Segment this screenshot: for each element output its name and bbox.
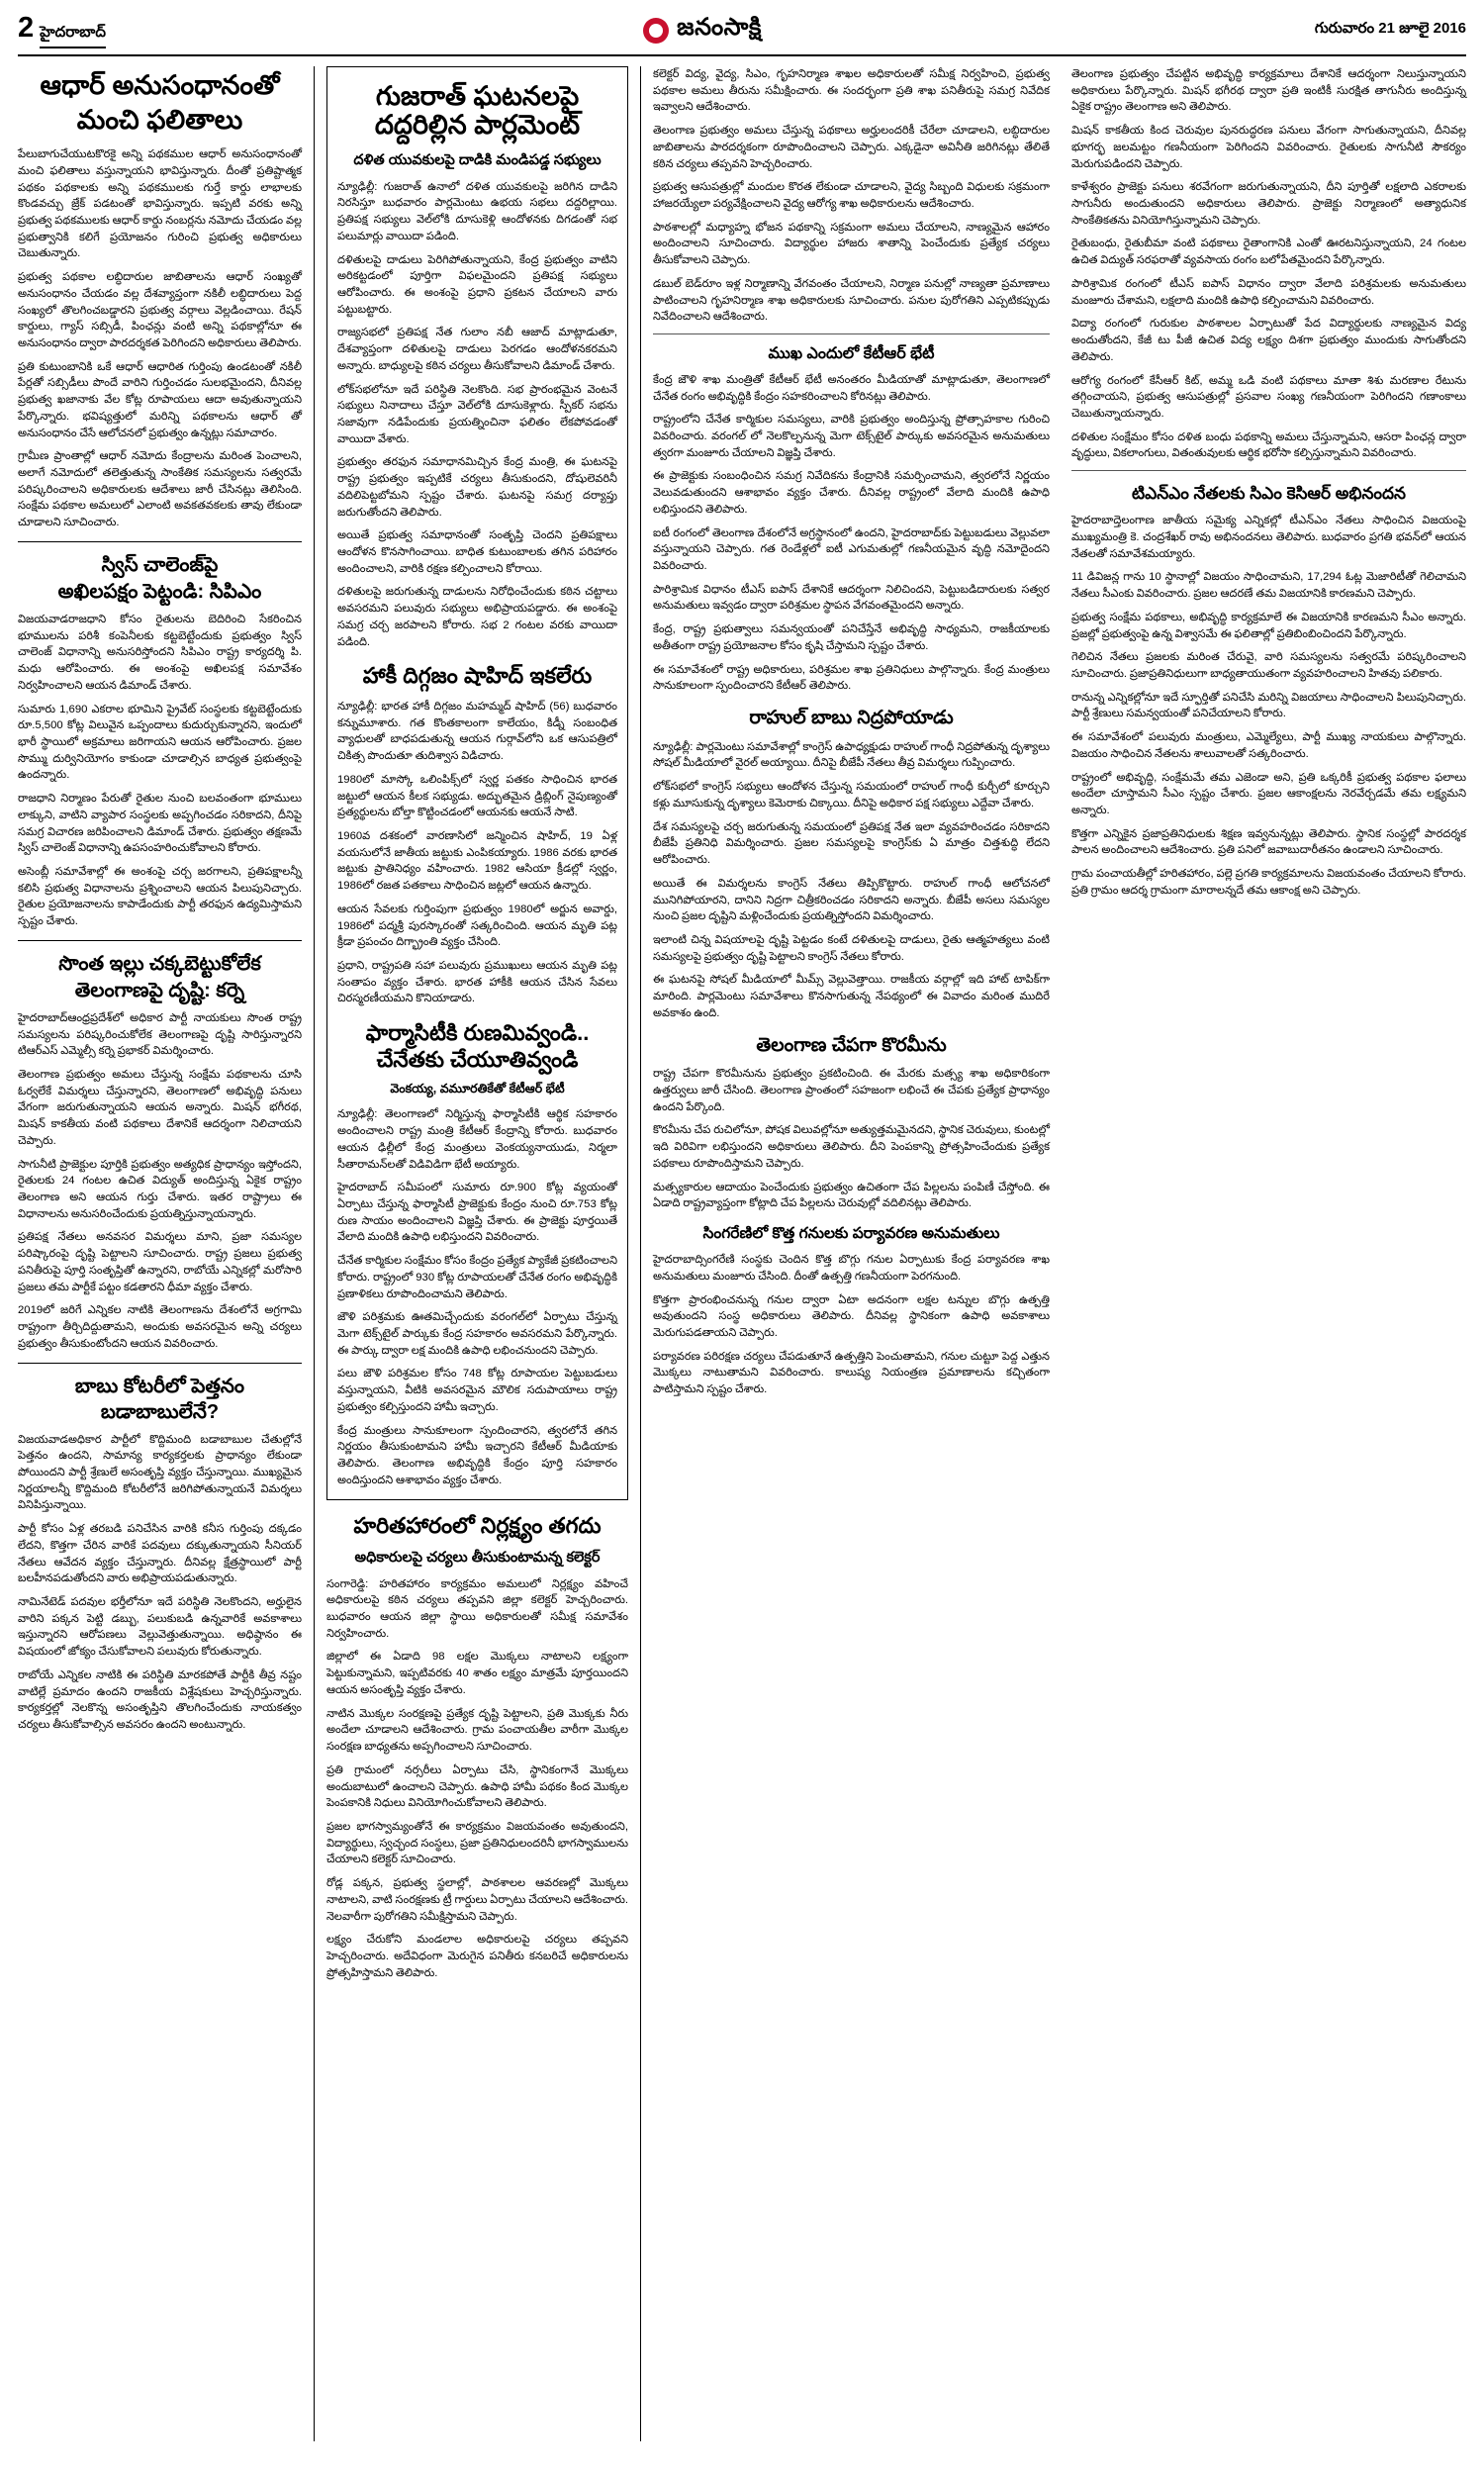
column-3 bbox=[641, 66, 1466, 2441]
paragraph: దళితులపై దాడులు పెరిగిపోతున్నాయని, కేంద్ర ప్రభుత్వం వాటిని అరికట్టడంలో పూర్తిగా విఫలమైందని ప్రతిపక్ష సభ్యులు ఆరోపించారు. ఈ అంశంపై ప్రధాని ప్రకటన చేయాలని వారు పట్టుబట్టారు. bbox=[337, 253, 617, 316]
paragraph: ఈ సమావేశంలో పలువురు మంత్రులు, ఎమ్మెల్యేలు, పార్టీ ముఖ్య నాయకులు పాల్గొన్నారు. విజయం సాధించిన నేతలను శాలువాలతో సత్కరించారు. bbox=[1071, 731, 1466, 760]
paragraph: తెలంగాణ ప్రభుత్వం అమలు చేస్తున్న పథకాలు అర్హులందరికీ చేరేలా చూడాలని, లబ్ధిదారుల జాబితాలను పారదర్శకంగా రూపొందించాలని చెప్పారు. ఎక్కడైనా అవినీతి జరిగినట్లు తేలితే కఠిన చర్యలు తప్పవని హెచ్చరించారు. bbox=[653, 125, 1050, 170]
paragraph: రాష్ట్రంలోని చేనేత కార్మికుల సమస్యలు, వారికి ప్రభుత్వం అందిస్తున్న ప్రోత్సాహకాల గురించి వివరించారు. వరంగల్ లో నెలకొల్పనున్న మెగా టెక్స్‌టైల్ పార్కుకు అవసరమైన అనుమతులు త్వరగా మంజూరు చేయాలని విజ్ఞప్తి చేశారు. bbox=[653, 414, 1050, 459]
headline-cpm-line2: అఖిలపక్షం పెట్టండి: సిపిఎం bbox=[57, 580, 262, 603]
paragraph: పాఠశాలల్లో మధ్యాహ్న భోజన పథకాన్ని సక్రమంగా అమలు చేయాలని, నాణ్యమైన ఆహారం అందించాలని సూచించారు. విద్యార్థుల హాజరు శాతాన్ని పెంచేందుకు ప్రత్యేక చర్యలు తీసుకోవాలని చెప్పారు. bbox=[653, 221, 1050, 267]
headline-cpm-line1: స్విస్ చాలెంజ్‌పై bbox=[101, 553, 219, 576]
paragraph: హైదరాబాద్సింగరేణి సంస్థకు చెందిన కొత్త బొగ్గు గనుల ఏర్పాటుకు కేంద్ర పర్యావరణ శాఖ అనుమతులు మంజూరు చేసింది. దీంతో ఉత్పత్తి గణనీయంగా పెరగనుంది. bbox=[653, 1254, 1050, 1283]
article-aadhaar bbox=[18, 68, 302, 531]
divider bbox=[653, 333, 1050, 334]
paragraph: డబుల్ బెడ్‌రూం ఇళ్ల నిర్మాణాన్ని వేగవంతం చేయాలని, నిర్మాణ పనుల్లో నాణ్యతా ప్రమాణాలు పాటించాలని గృహనిర్మాణ శాఖ అధికారులకు సూచించారు. పనుల పురోగతిని ఎప్పటికప్పుడు నివేదించాలని ఆదేశించారు. bbox=[653, 277, 1050, 324]
paragraph: దేశ సమస్యలపై చర్చ జరుగుతున్న సమయంలో ప్రతిపక్ష నేత ఇలా వ్యవహరించడం సరికాదని బీజేపీ ప్రతినిధి విమర్శించారు. ప్రజల సమస్యలపై కాంగ్రెస్‌కు ఏ మాత్రం చిత్తశుద్ధి లేదని ఆరోపించారు. bbox=[653, 820, 1050, 867]
paragraph: న్యూఢిల్లీ: పార్లమెంటు సమావేశాల్లో కాంగ్రెస్ ఉపాధ్యక్షుడు రాహుల్ గాంధీ నిద్రపోతున్న దృశ్యాలు సోషల్ మీడియాలో వైరల్ అయ్యాయి. దీనిపై బీజేపీ నేతలు తీవ్ర విమర్శలు గుప్పించారు. bbox=[653, 740, 1050, 770]
column-2 bbox=[315, 66, 641, 2441]
divider bbox=[18, 1363, 302, 1364]
paragraph: రాష్ట్రంలో అభివృద్ధి, సంక్షేమమే తమ ఎజెండా అని, ప్రతి ఒక్కరికీ ప్రభుత్వ పథకాల ఫలాలు అందేలా చూస్తామని సీఎం స్పష్టం చేశారు. ప్రజల ఆకాంక్షలను నెరవేర్చడమే తమ లక్ష్యమని అన్నారు. bbox=[1071, 771, 1466, 816]
paragraph: గ్రామ పంచాయతీల్లో హరితహారం, పల్లె ప్రగతి కార్యక్రమాలను విజయవంతం చేయాలని కోరారు. ప్రతి గ్రామం ఆదర్శ గ్రామంగా మారాలన్నదే తమ ఆకాంక్ష అని చెప్పారు. bbox=[1071, 868, 1466, 897]
paragraph: హైదరాబాద్ఆంధ్రప్రదేశ్‌లో అధికార పార్టీ నాయకులు సొంత రాష్ట్ర సమస్యలను పరిష్కరించుకోలేక తెలంగాణపై దృష్టి సారిస్తున్నారని టిఆర్ఎస్ ఎమ్మెల్సీ కర్నె ప్రభాకర్ విమర్శించారు. bbox=[18, 1011, 302, 1058]
paragraph: విద్యా రంగంలో గురుకుల పాఠశాలల ఏర్పాటుతో పేద విద్యార్థులకు నాణ్యమైన విద్య అందుతోందని, కేజీ టు పీజీ ఉచిత విద్య లక్ష్యం దిశగా ప్రభుత్వం ముందుకు సాగుతోందని తెలిపారు. bbox=[1071, 318, 1466, 363]
paragraph: జౌళి పరిశ్రమకు ఊతమిచ్చేందుకు వరంగల్‌లో ఏర్పాటు చేస్తున్న మెగా టెక్స్‌టైల్ పార్కుకు కేంద్ర సహకారం అవసరమని పేర్కొన్నారు. ఈ పార్కు ద్వారా లక్ష మందికి ఉపాధి లభించనుందని చెప్పారు. bbox=[337, 1311, 617, 1357]
paragraph: పారిశ్రామిక రంగంలో టీఎస్ ఐపాస్ విధానం ద్వారా వేలాది పరిశ్రమలకు అనుమతులు మంజూరు చేశామని, లక్షలాది మందికి ఉపాధి కల్పించామని వివరించారు. bbox=[1071, 277, 1466, 307]
masthead-logo bbox=[196, 14, 1209, 47]
paragraph: అసెంబ్లీ సమావేశాల్లో ఈ అంశంపై చర్చ జరగాలని, ప్రతిపక్షాలన్నీ కలిసి ప్రభుత్వ విధానాలను ప్రశ్నించాలని ఆయన పిలుపునిచ్చారు. రైతుల ప్రయోజనాలను కాపాడేందుకు పార్టీ తరఫున ఉద్యమిస్తామని స్పష్టం చేశారు. bbox=[18, 865, 302, 928]
divider bbox=[18, 541, 302, 542]
paragraph: ప్రతి కుటుంబానికి ఒకే ఆధార్ ఆధారిత గుర్తింపు ఉండటంతో నకిలీ పేర్లతో సబ్సిడీలు పొందే వారిని గుర్తించడం సులభమైందని, దీనివల్ల ప్రభుత్వ ఖజానాకు వేల కోట్ల రూపాయలు ఆదా అవుతున్నాయని పేర్కొన్నారు. భవిష్యత్తులో మరిన్ని పథకాలను ఆధార్ తో అనుసంధానం చేసే ఆలోచనలో ప్రభుత్వం ఉన్నట్లు సమాచారం. bbox=[18, 360, 302, 439]
paragraph: జిల్లాలో ఈ ఏడాది 98 లక్షల మొక్కలు నాటాలని లక్ష్యంగా పెట్టుకున్నామని, ఇప్పటివరకు 40 శాతం లక్ష్యం మాత్రమే పూర్తయిందని ఆయన అసంతృప్తి వ్యక్తం చేశారు. bbox=[326, 1651, 628, 1696]
article-korameenu bbox=[653, 1034, 1050, 1212]
article-gujarat-parliament bbox=[326, 66, 628, 1500]
divider bbox=[18, 940, 302, 941]
publication-date: గురువారం 21 జూలై 2016 bbox=[1314, 20, 1466, 37]
paragraph: ప్రభుత్వం తరఫున సమాధానమిచ్చిన కేంద్ర మంత్రి, ఈ ఘటనపై రాష్ట్ర ప్రభుత్వం ఇప్పటికే చర్యలు తీసుకుందని, దోషులెవరినీ వదిలిపెట్టబోమని స్పష్టం చేశారు. ఘటనపై సమగ్ర దర్యాప్తు జరుగుతోందని తెలిపారు. bbox=[337, 456, 617, 519]
paragraph: విజయవాడఅధికార పార్టీలో కొద్దిమంది బడాబాబుల చేతుల్లోనే పెత్తనం ఉందని, సామాన్య కార్యకర్తలకు ప్రాధాన్యం లేకుండా పోయిందని పార్టీ శ్రేణులే అసంతృప్తి వ్యక్తం చేస్తున్నాయి. ముఖ్యమైన నిర్ణయాలన్నీ కొద్దిమంది కోటరీలోనే జరిగిపోతున్నాయనే విమర్శలు వినిపిస్తున్నాయి. bbox=[18, 1433, 302, 1512]
paragraph: కొత్తగా ప్రారంభించనున్న గనుల ద్వారా ఏటా అదనంగా లక్షల టన్నుల బొగ్గు ఉత్పత్తి అవుతుందని సంస్థ అధికారులు తెలిపారు. దీనివల్ల స్థానికంగా ఉపాధి అవకాశాలు మెరుగుపడతాయని చెప్పారు. bbox=[653, 1293, 1050, 1339]
paragraph: పారిశ్రామిక విధానం టీఎస్ ఐపాస్ దేశానికే ఆదర్శంగా నిలిచిందని, పెట్టుబడిదారులకు సత్వర అనుమతులు ఇవ్వడం ద్వారా పరిశ్రమల స్థాపన వేగవంతమైందని అన్నారు. bbox=[653, 583, 1050, 613]
article-singareni bbox=[653, 1224, 1050, 1398]
headline-gujarat-line1: గుజరాత్ ఘటనలపై bbox=[375, 81, 580, 111]
paragraph: రాష్ట్ర చేపగా కొరమీనును ప్రభుత్వం ప్రకటించింది. ఈ మేరకు మత్స్య శాఖ అధికారికంగా ఉత్తర్వులు జారీ చేసింది. తెలంగాణ ప్రాంతంలో సహజంగా లభించే ఈ చేపకు ప్రత్యేక ప్రాధాన్యం ఉందని పేర్కొంది. bbox=[653, 1068, 1050, 1113]
paragraph: తెలంగాణ ప్రభుత్వం అమలు చేస్తున్న సంక్షేమ పథకాలను చూసి ఓర్వలేకే విమర్శలు చేస్తున్నారని, తెలంగాణలో అభివృద్ధి పనులు వేగంగా జరుగుతున్నాయని ఆయన అన్నారు. మిషన్ భగీరథ, మిషన్ కాకతీయ వంటి పథకాలు దేశానికే ఆదర్శంగా నిలిచాయని చెప్పారు. bbox=[18, 1069, 302, 1147]
paragraph: ప్రభుత్వ పథకాల లబ్ధిదారుల జాబితాలను ఆధార్ సంఖ్యతో అనుసంధానం చేయడం వల్ల దేశవ్యాప్తంగా నకిలీ లబ్ధిదారులు పెద్ద సంఖ్యలో తొలగించబడ్డారని ప్రభుత్వ వర్గాలు వెల్లడించాయి. రేషన్ కార్డులు, గ్యాస్ సబ్సిడీ, పింఛన్లు వంటి అన్ని పథకాల్లోనూ ఈ అనుసంధానం ద్వారా పారదర్శకత పెరిగిందని అధికారులు తెలిపారు. bbox=[18, 271, 302, 349]
paragraph: ప్రజల భాగస్వామ్యంతోనే ఈ కార్యక్రమం విజయవంతం అవుతుందని, విద్యార్థులు, స్వచ్ఛంద సంస్థలు, ప్రజా ప్రతినిధులందరినీ భాగస్వాములను చేయాలని కలెక్టర్ సూచించారు. bbox=[326, 1820, 628, 1866]
paragraph: ఐటీ రంగంలో తెలంగాణ దేశంలోనే అగ్రస్థానంలో ఉందని, హైదరాబాద్‌కు పెట్టుబడులు వెల్లువలా వస్తున్నాయని చెప్పారు. గత రెండేళ్లలో ఐటీ ఎగుమతుల్లో గణనీయమైన వృద్ధి నమోదైందని వివరించారు. bbox=[653, 526, 1050, 573]
article-karne-telangana bbox=[18, 951, 302, 1353]
paragraph: పార్టీ కోసం ఏళ్ల తరబడి పనిచేసిన వారికి కనీస గుర్తింపు దక్కడం లేదని, కొత్తగా చేరిన వారికే పదవులు దక్కుతున్నాయని సీనియర్ నేతలు ఆవేదన వ్యక్తం చేస్తున్నారు. దీనివల్ల క్షేత్రస్థాయిలో పార్టీ బలహీనపడుతోందని వారు అభిప్రాయపడుతున్నారు. bbox=[18, 1523, 302, 1585]
paragraph: న్యూఢిల్లీ: తెలంగాణలో నిర్మిస్తున్న ఫార్మాసిటీకి ఆర్థిక సహకారం అందించాలని రాష్ట్ర మంత్రి కేటీఆర్ కేంద్రాన్ని కోరారు. బుధవారం ఆయన ఢిల్లీలో కేంద్ర మంత్రులు వెంకయ్యనాయుడు, నిర్మలా సీతారామన్‌లతో విడివిడిగా భేటీ అయ్యారు. bbox=[337, 1108, 617, 1171]
paragraph: పలు జౌళి పరిశ్రమల కోసం 748 కోట్ల రూపాయల పెట్టుబడులు వస్తున్నాయని, వీటికి అవసరమైన మౌలిక సదుపాయాలు రాష్ట్ర ప్రభుత్వం కల్పిస్తుందని హామీ ఇచ్చారు. bbox=[337, 1368, 617, 1413]
paragraph: గ్రామీణ ప్రాంతాల్లో ఆధార్ నమోదు కేంద్రాలను మరింత పెంచాలని, అలాగే నమోదులో తలెత్తుతున్న సాంకేతిక సమస్యలను సత్వరమే పరిష్కరించాలని అధికారులకు ఆదేశాలు జారీ చేసినట్లు తెలిసింది. సంక్షేమ పథకాల అమలులో ఎలాంటి అవకతవకలకు తావు లేకుండా చూడాలని సూచించారు. bbox=[18, 450, 302, 529]
paragraph: కేంద్ర మంత్రులు సానుకూలంగా స్పందించారని, త్వరలోనే తగిన నిర్ణయం తీసుకుంటామని హామీ ఇచ్చారని కేటీఆర్ మీడియాకు తెలిపారు. తెలంగాణ అభివృద్ధికి కేంద్రం పూర్తి సహకారం అందిస్తుందని ఆశాభావం వ్యక్తం చేశారు. bbox=[337, 1424, 617, 1486]
paragraph: గెలిచిన నేతలు ప్రజలకు మరింత చేరువై, వారి సమస్యలను సత్వరమే పరిష్కరించాలని సూచించారు. ప్రజాప్రతినిధులుగా బాధ్యతాయుతంగా వ్యవహరించాలని హితవు పలికారు. bbox=[1071, 651, 1466, 680]
paragraph: ఈ ప్రాజెక్టుకు సంబంధించిన సమగ్ర నివేదికను కేంద్రానికి సమర్పించామని, త్వరలోనే నిర్ణయం వెలువడుతుందని ఆశాభావం వ్యక్తం చేశారు. దీనివల్ల రాష్ట్రంలో వేలాది మందికి ఉపాధి లభిస్తుందని తెలిపారు. bbox=[653, 470, 1050, 516]
subheadline-harithaharam: అధికారులపై చర్యలు తీసుకుంటామన్న కలెక్టర్ bbox=[354, 1550, 601, 1567]
paragraph: ఇలాంటి చిన్న విషయాలపై దృష్టి పెట్టడం కంటే దళితులపై దాడులు, రైతు ఆత్మహత్యలు వంటి సమస్యలపై ప్రభుత్వం దృష్టి పెట్టాలని కాంగ్రెస్ నేతలు కోరారు. bbox=[653, 933, 1050, 963]
paragraph: సంగారెడ్డి: హరితహారం కార్యక్రమం అమలులో నిర్లక్ష్యం వహించే అధికారులపై కఠిన చర్యలు తప్పవని జిల్లా కలెక్టర్ హెచ్చరించారు. బుధవారం ఆయన జిల్లా స్థాయి అధికారులతో సమీక్ష సమావేశం నిర్వహించారు. bbox=[326, 1577, 628, 1640]
headline-pharma-line2: చేనేతకు చేయూతివ్వండి bbox=[376, 1046, 579, 1072]
paragraph: కేంద్ర జౌళి శాఖ మంత్రితో కేటీఆర్ భేటీ అనంతరం మీడియాతో మాట్లాడుతూ, తెలంగాణలో చేనేత రంగం అభివృద్ధికి కేంద్రం సహకరించాలని కోరినట్లు తెలిపారు. bbox=[653, 373, 1050, 403]
paragraph: 11 డివిజన్ల గాను 10 స్థానాల్లో విజయం సాధించామని, 17,294 ఓట్ల మెజారిటీతో గెలిచామని నేతలు సీఎంకు వివరించారు. ప్రజల ఆదరణే తమ విజయానికి కారణమని చెప్పారు. bbox=[1071, 571, 1466, 601]
article-ktr-meeting bbox=[653, 344, 1050, 695]
paragraph: సుమారు 1,690 ఎకరాల భూమిని ప్రైవేట్ సంస్థలకు కట్టబెట్టేందుకు రూ.5,500 కోట్ల విలువైన ఒప్పందాలు కుదుర్చుకున్నారని, ఇందులో భారీ స్థాయిలో అక్రమాలు జరిగాయని ఆయన ఆరోపించారు. ప్రజల సొమ్ము దుర్వినియోగం కాకుండా చూడాల్సిన బాధ్యత ప్రభుత్వంపై ఉందన్నారు. bbox=[18, 703, 302, 782]
paragraph: మిషన్ కాకతీయ కింద చెరువుల పునరుద్ధరణ పనులు వేగంగా సాగుతున్నాయని, దీనివల్ల భూగర్భ జలమట్టం గణనీయంగా పెరిగిందని వివరించారు. రైతులకు సాగునీటి సౌకర్యం మెరుగుపడిందని చెప్పారు. bbox=[1071, 125, 1466, 170]
paragraph: నామినేటెడ్ పదవుల భర్తీలోనూ ఇదే పరిస్థితి నెలకొందని, అర్హులైన వారిని పక్కన పెట్టి డబ్బు, పలుకుబడి ఉన్నవారికే అవకాశాలు ఇస్తున్నారని ఆరోపణలు వెల్లువెత్తుతున్నాయి. అధిష్ఠానం ఈ విషయంలో జోక్యం చేసుకోవాలని పలువురు కోరుతున్నారు. bbox=[18, 1595, 302, 1659]
paragraph: ప్రభుత్వ సంక్షేమ పథకాలు, అభివృద్ధి కార్యక్రమాలే ఈ విజయానికి కారణమని సీఎం అన్నారు. ప్రజల్లో ప్రభుత్వంపై ఉన్న విశ్వాసమే ఈ ఫలితాల్లో ప్రతిబింబించిందని పేర్కొన్నారు. bbox=[1071, 611, 1466, 640]
paragraph: రాజధాని నిర్మాణం పేరుతో రైతుల నుంచి బలవంతంగా భూములు లాక్కుని, వాటిని వ్యాపార సంస్థలకు అప్పగించడం సరికాదని, దీనిపై సమగ్ర విచారణ జరిపించాలని డిమాండ్ చేశారు. ప్రభుత్వం తక్షణమే స్విస్ చాలెంజ్ విధానాన్ని ఉపసంహరించుకోవాలని కోరారు. bbox=[18, 793, 302, 855]
masthead bbox=[18, 14, 1466, 56]
paragraph: దళితుల సంక్షేమం కోసం దళిత బంధు పథకాన్ని అమలు చేస్తున్నామని, ఆసరా పింఛన్ల ద్వారా వృద్ధులు, వికలాంగులు, వితంతువులకు ఆర్థిక భరోసా కల్పిస్తున్నామని వివరించారు. bbox=[1071, 430, 1466, 460]
divider bbox=[1071, 470, 1466, 471]
paragraph: నాటిన మొక్కల సంరక్షణపై ప్రత్యేక దృష్టి పెట్టాలని, ప్రతి మొక్కకు నీరు అందేలా చూడాలని ఆదేశించారు. గ్రామ పంచాయతీల వారీగా మొక్కల సంరక్షణ బాధ్యతను అప్పగించాలని సూచించారు. bbox=[326, 1707, 628, 1754]
headline-tnm-kcr: టిఎన్ఎం నేతలకు సిఎం కెసిఆర్ అభినందన bbox=[1131, 484, 1406, 504]
headline-rahul: రాహుల్ బాబు నిద్రపోయాడు bbox=[749, 708, 954, 729]
paragraph: పర్యావరణ పరిరక్షణ చర్యలు చేపడుతూనే ఉత్పత్తిని పెంచుతామని, గనుల చుట్టూ పెద్ద ఎత్తున మొక్కలు నాటుతామని వివరించారు. కాలుష్య నియంత్రణ ప్రమాణాలను కచ్చితంగా పాటిస్తామని స్పష్టం చేశారు. bbox=[653, 1350, 1050, 1396]
columns-container bbox=[18, 66, 1466, 2441]
headline-hockey: హాకీ దిగ్గజం షాహిద్ ఇకలేరు bbox=[362, 663, 593, 689]
headline-karne-line1: సొంత ఇల్లు చక్కబెట్టుకోలేక bbox=[58, 952, 261, 975]
column-1 bbox=[18, 66, 315, 2441]
paragraph: న్యూఢిల్లీ: గుజరాత్ ఉనాలో దళిత యువకులపై జరిగిన దాడిని నిరసిస్తూ బుధవారం పార్లమెంటు ఉభయ సభలు దద్దరిల్లాయి. ప్రతిపక్ష సభ్యులు వెల్‌లోకి దూసుకెళ్లి ఆందోళనకు దిగడంతో సభ పలుమార్లు వాయిదా పడింది. bbox=[337, 180, 617, 242]
paragraph: న్యూఢిల్లీ: భారత హాకీ దిగ్గజం మహమ్మద్ షాహిద్ (56) బుధవారం కన్నుమూశారు. గత కొంతకాలంగా కాలేయం, కిడ్నీ సంబంధిత వ్యాధులతో బాధపడుతున్న ఆయన గుర్గావ్‌లోని ఒక ఆసుపత్రిలో చికిత్స పొందుతూ తుదిశ్వాస విడిచారు. bbox=[337, 700, 617, 763]
paragraph: రాబోయే ఎన్నికల నాటికి ఈ పరిస్థితి మారకపోతే పార్టీకి తీవ్ర నష్టం వాటిల్లే ప్రమాదం ఉందని రాజకీయ విశ్లేషకులు హెచ్చరిస్తున్నారు. కార్యకర్తల్లో నెలకొన్న అసంతృప్తిని తొలగించేందుకు నాయకత్వం చర్యలు తీసుకోవాల్సిన అవసరం ఉందని అంటున్నారు. bbox=[18, 1668, 302, 1731]
paragraph: కొత్తగా ఎన్నికైన ప్రజాప్రతినిధులకు శిక్షణ ఇవ్వనున్నట్లు తెలిపారు. స్థానిక సంస్థల్లో పారదర్శక పాలన అందించాలని ఆదేశించారు. ప్రతి పనిలో జవాబుదారీతనం ఉండాలని సూచించారు. bbox=[1071, 827, 1466, 857]
subheadline-gujarat: దళిత యువకులపై దాడికి మండిపడ్డ సభ్యులు bbox=[353, 152, 602, 169]
article-rahul bbox=[653, 707, 1050, 1021]
logo-icon bbox=[643, 18, 669, 44]
paragraph: అయితే ప్రభుత్వ సమాధానంతో సంతృప్తి చెందని ప్రతిపక్షాలు ఆందోళన కొనసాగించాయి. బాధిత కుటుంబాలకు తగిన పరిహారం అందించాలని, వారికి రక్షణ కల్పించాలని కోరాయి. bbox=[337, 529, 617, 575]
headline-pharma-line1: ఫార్మాసిటీకి రుణమివ్వండి.. bbox=[365, 1020, 590, 1046]
paragraph: 1980లో మాస్కో ఒలింపిక్స్‌లో స్వర్ణ పతకం సాధించిన భారత జట్టులో ఆయన కీలక సభ్యుడు. అద్భుతమైన డ్రిబ్లింగ్ నైపుణ్యంతో ప్రత్యర్థులను బోల్తా కొట్టించడంలో ఆయనకు ఆయనే సాటి. bbox=[337, 773, 617, 819]
article-continuation-b bbox=[1071, 66, 1466, 462]
paragraph: రోడ్ల పక్కన, ప్రభుత్వ స్థలాల్లో, పాఠశాలల ఆవరణల్లో మొక్కలు నాటాలని, వాటి సంరక్షణకు ట్రీ గార్డులు ఏర్పాటు చేయాలని ఆదేశించారు. నెలవారీగా పురోగతిని సమీక్షిస్తామని చెప్పారు. bbox=[326, 1877, 628, 1923]
paragraph: హైదరాబాద్తెలంగాణ జాతీయ సమైక్య ఎన్నికల్లో టీఎన్ఎం నేతలు సాధించిన విజయంపై ముఖ్యమంత్రి కె. చంద్రశేఖర్ రావు అభినందనలు తెలిపారు. బుధవారం ప్రగతి భవన్‌లో ఆయన నేతలతో సమావేశమయ్యారు. bbox=[1071, 515, 1466, 560]
paragraph: విజయవాడరాజధాని కోసం రైతులను బెదిరించి సేకరించిన భూములను పరిశీ కంపెనీలకు కట్టబెట్టేందుకు ప్రభుత్వం స్విస్ చాలెంజ్ విధానాన్ని అనుసరిస్తోందని సిపిఎం రాష్ట్ర కార్యదర్శి పి. మధు ఆరోపించారు. ఈ అంశంపై అఖిలపక్ష సమావేశం నిర్వహించాలని ఆయన డిమాండ్ చేశారు. bbox=[18, 613, 302, 692]
headline-ktr-meeting: ముఖ ఎందులో కేటీఆర్ భేటీ bbox=[768, 345, 935, 363]
headline-babu-coterie: బాబు కోటరీలో పెత్తనం బడాబాబులేనే? bbox=[74, 1375, 245, 1423]
headline-singareni: సింగరేణిలో కొత్త గనులకు పర్యావరణ అనుమతులు bbox=[702, 1224, 1000, 1242]
paragraph: లోక్‌సభలో కాంగ్రెస్ సభ్యులు ఆందోళన చేస్తున్న సమయంలో రాహుల్ గాంధీ కుర్చీలో కూర్చుని కళ్లు మూసుకున్న దృశ్యాలు కెమెరాకు చిక్కాయి. దీనిపై అధికార పక్ష సభ్యులు ఎద్దేవా చేశారు. bbox=[653, 781, 1050, 809]
paragraph: కొరమీను చేప రుచిలోనూ, పోషక విలువల్లోనూ అత్యుత్తమమైనదని, స్థానిక చెరువులు, కుంటల్లో ఇది విరివిగా లభిస్తుందని అధికారులు తెలిపారు. దీని పెంపకాన్ని ప్రోత్సహించేందుకు ప్రత్యేక పథకాలు రూపొందిస్తామని చెప్పారు. bbox=[653, 1124, 1050, 1170]
paragraph: ప్రతిపక్ష నేతలు అనవసర విమర్శలు మాని, ప్రజా సమస్యల పరిష్కారంపై దృష్టి పెట్టాలని సూచించారు. రాష్ట్ర ప్రజలు ప్రభుత్వ పనితీరుపై పూర్తి సంతృప్తితో ఉన్నారని, రాబోయే ఎన్నికల్లో మరోసారి ప్రజలు తమ పార్టీకే పట్టం కడతారని ధీమా వ్యక్తం చేశారు. bbox=[18, 1231, 302, 1293]
paragraph: ఆరోగ్య రంగంలో కేసీఆర్ కిట్, అమ్మ ఒడి వంటి పథకాలు మాతా శిశు మరణాల రేటును తగ్గించాయని, ప్రభుత్వ ఆసుపత్రుల్లో ప్రసవాల సంఖ్య గణనీయంగా పెరిగిందని గణాంకాలు చెబుతున్నాయన్నారు. bbox=[1071, 374, 1466, 420]
paragraph: 1960వ దశకంలో వారణాసిలో జన్మించిన షాహిద్, 19 ఏళ్ల వయసులోనే జాతీయ జట్టుకు ఎంపికయ్యారు. 1986 వరకు భారత జట్టుకు ప్రాతినిధ్యం వహించారు. 1982 ఆసియా క్రీడల్లో స్వర్ణం, 1986లో రజత పతకాలు సాధించిన జట్లలో ఆయన ఉన్నారు. bbox=[337, 829, 617, 893]
paragraph: సాగునీటి ప్రాజెక్టుల పూర్తికి ప్రభుత్వం అత్యధిక ప్రాధాన్యం ఇస్తోందని, రైతులకు 24 గంటల ఉచిత విద్యుత్ అందిస్తున్న ఏకైక రాష్ట్రం తెలంగాణ అని ఆయన గుర్తు చేశారు. ఇతర రాష్ట్రాలు ఈ విధానాలను అనుసరించేందుకు ప్రయత్నిస్తున్నాయన్నారు. bbox=[18, 1158, 302, 1220]
paragraph: దళితులపై జరుగుతున్న దాడులను నిరోధించేందుకు కఠిన చట్టాలు అవసరమని పలువురు సభ్యులు అభిప్రాయపడ్డారు. ఈ అంశంపై సమగ్ర చర్చ జరపాలని కోరారు. సభ 2 గంటల వరకు వాయిదా పడింది. bbox=[337, 586, 617, 648]
byline-pharma: వెంకయ్య, వ‌మూరతికేతో కేటీఆర్ భేటీ bbox=[390, 1082, 565, 1096]
paragraph: తెలంగాణ ప్రభుత్వం చేపట్టిన అభివృద్ధి కార్యక్రమాలు దేశానికే ఆదర్శంగా నిలుస్తున్నాయని అధికారులు పేర్కొన్నారు. మిషన్ భగీరథ ద్వారా ప్రతి ఇంటికీ సురక్షిత తాగునీరు అందిస్తున్న ఏకైక రాష్ట్రం తెలంగాణ అని తెలిపారు. bbox=[1071, 68, 1466, 114]
article-babu-coterie bbox=[18, 1374, 302, 1734]
paragraph: ప్రధాని, రాష్ట్రపతి సహా పలువురు ప్రముఖులు ఆయన మృతి పట్ల సంతాపం వ్యక్తం చేశారు. భారత హాకీకి ఆయన చేసిన సేవలు చిరస్మరణీయమని కొనియాడారు. bbox=[337, 960, 617, 1005]
city-name: హైదరాబాద్ bbox=[40, 24, 106, 48]
headline-korameenu: తెలంగాణ చేపగా కొరమీను bbox=[756, 1034, 947, 1056]
paragraph: కాళేశ్వరం ప్రాజెక్టు పనులు శరవేగంగా జరుగుతున్నాయని, దీని పూర్తితో లక్షలాది ఎకరాలకు సాగునీరు అందుతుందని అధికారులు తెలిపారు. ప్రాజెక్టు నిర్మాణంలో అత్యాధునిక సాంకేతికతను వినియోగిస్తున్నామని చెప్పారు. bbox=[1071, 181, 1466, 227]
publication-title: జనంసాక్షి bbox=[677, 14, 762, 41]
column-3b bbox=[1060, 66, 1466, 1405]
paragraph: ప్రతి గ్రామంలో నర్సరీలు ఏర్పాటు చేసి, స్థానికంగానే మొక్కలు అందుబాటులో ఉంచాలని చెప్పారు. ఉపాధి హామీ పథకం కింద మొక్కల పెంపకానికి నిధులు వినియోగించుకోవాలని తెలిపారు. bbox=[326, 1763, 628, 1810]
paragraph: లోక్‌సభలోనూ ఇదే పరిస్థితి నెలకొంది. సభ ప్రారంభమైన వెంటనే సభ్యులు నినాదాలు చేస్తూ వెల్‌లోకి దూసుకెళ్లారు. స్పీకర్ సభను సజావుగా నడిపేందుకు ప్రయత్నించినా ఫలితం లేకపోవడంతో వాయిదా వేశారు. bbox=[337, 383, 617, 445]
headline-karne-line2: తెలంగాణపై దృష్టి: కర్నె bbox=[74, 979, 245, 1001]
headline-gujarat-line2: దద్దరిల్లిన పార్లమెంట్ bbox=[374, 109, 581, 140]
paragraph: 2019లో జరిగే ఎన్నికల నాటికి తెలంగాణను దేశంలోనే అగ్రగామి రాష్ట్రంగా తీర్చిదిద్దుతామని, అందుకు అవసరమైన అన్ని చర్యలు ప్రభుత్వం తీసుకుంటోందని ఆయన వివరించారు. bbox=[18, 1304, 302, 1350]
column-3a bbox=[653, 66, 1060, 1405]
page-number: 2 bbox=[18, 12, 35, 44]
paragraph: పేలుబాగుచేయుటకొరకై అన్ని పథకముల ఆధార్ అనుసంధానంతో మంచి ఫలితాలు వస్తున్నాయని భావిస్తున్నారు. దీంతో ప్రతిష్టాత్మక పథకం పథకాలకు అన్ని పథకములకు గుర్తే కార్డు లాభాలకు కొండవచ్చు జ్రేక్ పడటంతో భావిస్తున్నారు. ఇప్పటి వరకు అన్ని ప్రభుత్వ పథకములకు ఆధార్ కార్డు నంబర్లను నమోదు చేయడం వల్ల ప్రభుత్వానికి కలిగే ప్రయోజనం గురించి ప్రభుత్వ అధికారులు చెబుతున్నారు. bbox=[18, 148, 302, 260]
paragraph: కలెక్టర్ విద్య, వైద్య, సిఎం, గృహనిర్మాణ శాఖల అధికారులతో సమీక్ష నిర్వహించి, ప్రభుత్వ పథకాల అమలు తీరును సమీక్షించారు. ఈ సందర్భంగా ప్రతి శాఖ పనితీరుపై సమగ్ర నివేదిక ఇవ్వాలని ఆదేశించారు. bbox=[653, 68, 1050, 114]
paragraph: చేనేత కార్మికుల సంక్షేమం కోసం కేంద్రం ప్రత్యేక ప్యాకేజీ ప్రకటించాలని కోరారు. రాష్ట్రంలో 930 కోట్ల రూపాయలతో చేనేత రంగం అభివృద్ధికి ప్రణాళికలు రూపొందించామని తెలిపారు. bbox=[337, 1255, 617, 1300]
paragraph: కేంద్ర, రాష్ట్ర ప్రభుత్వాలు సమన్వయంతో పనిచేస్తేనే అభివృద్ధి సాధ్యమని, రాజకీయాలకు అతీతంగా రాష్ట్ర ప్రయోజనాల కోసం కృషి చేస్తామని స్పష్టం చేశారు. bbox=[653, 623, 1050, 652]
paragraph: రానున్న ఎన్నికల్లోనూ ఇదే స్ఫూర్తితో పనిచేసి మరిన్ని విజయాలు సాధించాలని పిలుపునిచ్చారు. పార్టీ శ్రేణులు సమన్వయంతో పనిచేయాలని కోరారు. bbox=[1071, 691, 1466, 720]
paragraph: అయితే ఈ విమర్శలను కాంగ్రెస్ నేతలు తిప్పికొట్టారు. రాహుల్ గాంధీ ఆలోచనలో మునిగిపోయారని, దానిని నిద్రగా చిత్రీకరించడం సరికాదని అన్నారు. బీజేపీ అసలు సమస్యల నుంచి ప్రజల దృష్టిని మళ్లించేందుకు ప్రయత్నిస్తోందని విమర్శించారు. bbox=[653, 877, 1050, 923]
headline-aadhaar: ఆధార్ అనుసంధానంతో మంచి ఫలితాలు bbox=[40, 70, 280, 135]
column-3-inner bbox=[653, 66, 1466, 1405]
paragraph: రైతుబంధు, రైతుబీమా వంటి పథకాలు రైతాంగానికి ఎంతో ఊరటనిస్తున్నాయని, 24 గంటల ఉచిత విద్యుత్ సరఫరాతో వ్యవసాయ రంగం బలోపేతమైందని పేర్కొన్నారు. bbox=[1071, 238, 1466, 267]
article-continuation-a bbox=[653, 66, 1050, 326]
paragraph: మత్స్యకారుల ఆదాయం పెంచేందుకు ప్రభుత్వం ఉచితంగా చేప పిల్లలను పంపిణీ చేస్తోంది. ఈ ఏడాది రాష్ట్రవ్యాప్తంగా కోట్లాది చేప పిల్లలను చెరువుల్లో వదిలినట్లు తెలిపారు. bbox=[653, 1181, 1050, 1210]
paragraph: ఆయన సేవలకు గుర్తింపుగా ప్రభుత్వం 1980లో అర్జున అవార్డు, 1986లో పద్మశ్రీ పురస్కారంతో సత్కరించింది. ఆయన మృతి పట్ల క్రీడా ప్రపంచం దిగ్భ్రాంతి వ్యక్తం చేసింది. bbox=[337, 903, 617, 949]
paragraph: ఈ సమావేశంలో రాష్ట్ర అధికారులు, పరిశ్రమల శాఖ ప్రతినిధులు పాల్గొన్నారు. కేంద్ర మంత్రులు సానుకూలంగా స్పందించారని కేటీఆర్ తెలిపారు. bbox=[653, 663, 1050, 693]
article-tnm-kcr bbox=[1071, 483, 1466, 899]
article-harithaharam bbox=[326, 1512, 628, 1981]
paragraph: ఈ ఘటనపై సోషల్ మీడియాలో మీమ్స్ వెల్లువెత్తాయి. రాజకీయ వర్గాల్లో ఇది హాట్ టాపిక్‌గా మారింది. పార్లమెంటు సమావేశాలు కొనసాగుతున్న నేపథ్యంలో ఈ వివాదం మరింత ముదిరే అవకాశం ఉంది. bbox=[653, 974, 1050, 1019]
paragraph: హైదరాబాద్ సమీపంలో సుమారు రూ.900 కోట్ల వ్యయంతో ఏర్పాటు చేస్తున్న ఫార్మాసిటీ ప్రాజెక్టుకు కేంద్రం నుంచి రూ.753 కోట్ల రుణ సాయం అందించాలని విజ్ఞప్తి చేశారు. ఈ ప్రాజెక్టు పూర్తయితే వేలాది మందికి ఉపాధి లభిస్తుందని వివరించారు. bbox=[337, 1182, 617, 1244]
paragraph: రాజ్యసభలో ప్రతిపక్ష నేత గులాం నబీ ఆజాద్ మాట్లాడుతూ, దేశవ్యాప్తంగా దళితులపై దాడులు పెరగడం ఆందోళనకరమని అన్నారు. బాధ్యులపై కఠిన చర్యలు తీసుకోవాలని డిమాండ్ చేశారు. bbox=[337, 327, 617, 372]
paragraph: ప్రభుత్వ ఆసుపత్రుల్లో మందుల కొరత లేకుండా చూడాలని, వైద్య సిబ్బంది విధులకు సక్రమంగా హాజరయ్యేలా పర్యవేక్షించాలని వైద్య ఆరోగ్య శాఖ అధికారులను ఆదేశించారు. bbox=[653, 181, 1050, 211]
headline-harithaharam: హరితహారంలో నిర్లక్ష్యం తగదు bbox=[353, 1513, 602, 1539]
paragraph: లక్ష్యం చేరుకోని మండలాల అధికారులపై చర్యలు తప్పవని హెచ్చరించారు. అదేవిధంగా మెరుగైన పనితీరు కనబరిచే అధికారులను ప్రోత్సహిస్తామని తెలిపారు. bbox=[326, 1934, 628, 1979]
article-cpm-swiss-challenge bbox=[18, 552, 302, 930]
